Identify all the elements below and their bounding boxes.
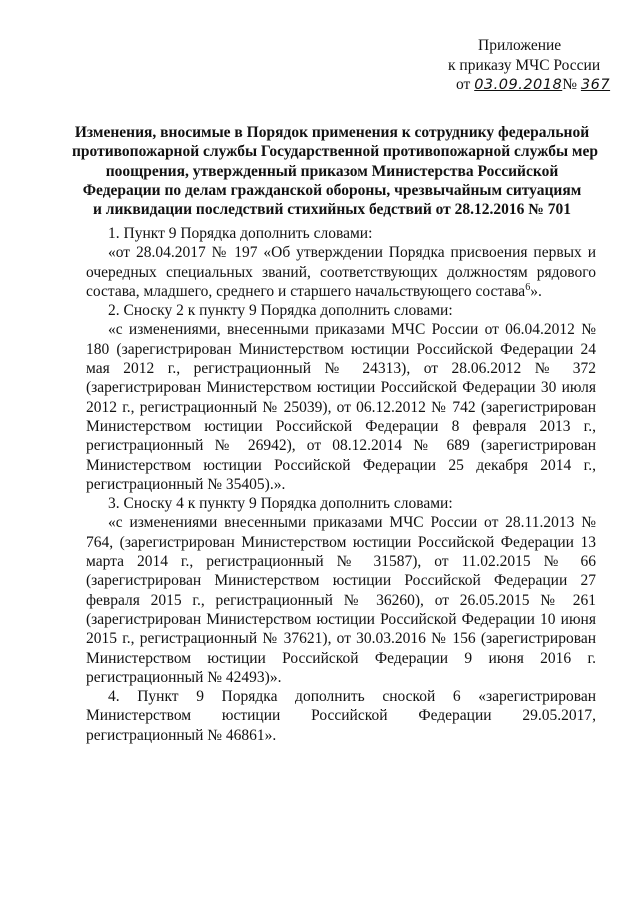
title-line: противопожарной службы Государственной противопожарной службы мер [72, 143, 598, 161]
appendix-order-ref: к приказу МЧС России [448, 56, 601, 74]
document-title [72, 123, 598, 219]
paragraph-item-4: 4. Пункт 9 Порядка дополнить сноской 6 «зарегистрирован Министерством юстиции Российской Федерации 29.05.2017, регистрационный № 46861». [86, 688, 596, 744]
paragraph-item-2: 2. Сноску 2 к пункту 9 Порядка дополнить словами: [108, 302, 453, 320]
paragraph-item-3-text: «с изменениями внесенными приказами МЧС России от 28.11.2013 № 764, (зарегистрирован Министерством юстиции Российской Федерации 13 марта 2014 г., регистрационный № 31587), от 11.02.2015 № 66 (зарегистрирован Министерством юстиции Российской Федерации 27 февраля 2015 г., регистрационный № 36260), от 26.05.2015 № 261 (зарегистрирован Министерством юстиции Российской Федерации 10 июня 2015 г., регистрационный № 37621), от 30.03.2016 № 156 (зарегистрирован Министерством юстиции Российской Федерации 9 июня 2016 г. регистрационный № 42493)». [86, 514, 596, 686]
handwritten-date: 03.09.2018 [474, 77, 563, 93]
appendix-from-label: от [456, 76, 471, 93]
appendix-header [448, 36, 618, 96]
paragraph-item-1-text [86, 243, 596, 301]
paragraph-item-3: 3. Сноску 4 к пункту 9 Порядка дополнить словами: [108, 495, 453, 513]
paragraph-text-end: ». [530, 282, 542, 300]
title-line: и ликвидации последствий стихийных бедствий от 28.12.2016 № 701 [92, 201, 571, 219]
paragraph-text: «от 28.04.2017 № 197 «Об утверждении Порядка присвоения первых и очередных специальных званий, соответствующих должностям рядового состава, младшего, среднего и старшего начальствующего состава [86, 244, 596, 300]
paragraph-item-1: 1. Пункт 9 Порядка дополнить словами: [108, 225, 373, 242]
document-body [86, 224, 596, 745]
title-line: Изменения, вносимые в Порядок применения к сотруднику федеральной [74, 124, 590, 141]
appendix-label: Приложение [478, 37, 562, 54]
appendix-number-prefix: № [562, 76, 578, 93]
appendix-date-line [448, 75, 618, 96]
title-line: Федерации по делам гражданской обороны, чрезвычайным ситуациям [82, 181, 582, 199]
footnote-marker: 6 [525, 281, 531, 293]
handwritten-number: 367 [580, 77, 611, 93]
title-line: поощрения, утвержденный приказом Министерства Российской [105, 162, 559, 180]
paragraph-item-2-text: «с изменениями, внесенными приказами МЧС России от 06.04.2012 № 180 (зарегистрирован Министерством юстиции Российской Федерации 24 мая 2012 г., регистрационный № 24313), от 28.06.2012 № 372 (зарегистрирован Министерством юстиции Российской Федерации 30 июля 2012 г., регистрационный № 25039), от 06.12.2012 № 742 (зарегистрирован Министерством юстиции Российской Федерации 8 февраля 2013 г., регистрационный № 26942), от 08.12.2014 № 689 (зарегистрирован Министерством юстиции Российской Федерации 25 декабря 2014 г., регистрационный № 35405).». [86, 321, 596, 493]
